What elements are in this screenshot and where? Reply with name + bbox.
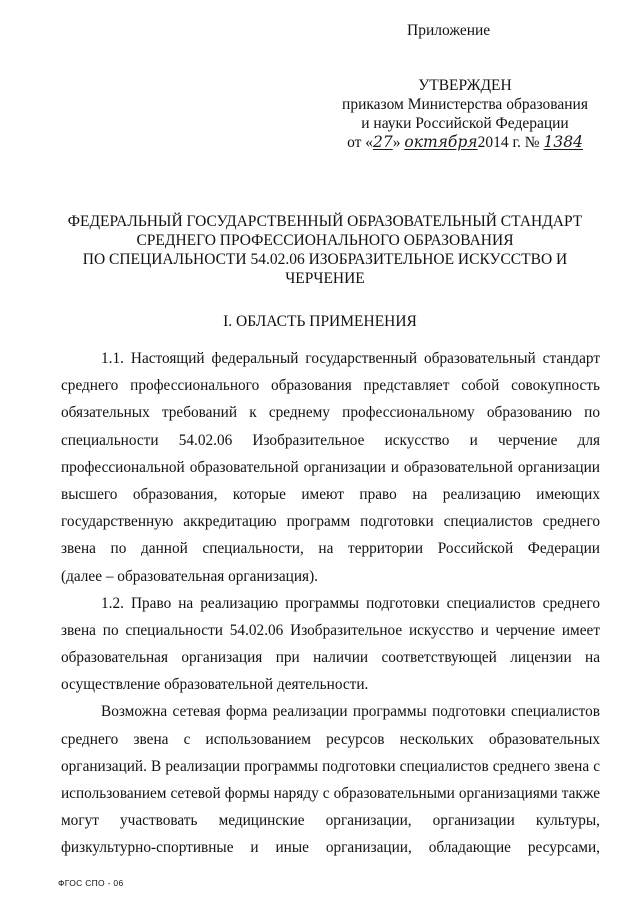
p1-line-1: 1.1. Настоящий федеральный государственный образовательный стандарт <box>101 350 600 367</box>
title-line-1: ФЕДЕРАЛЬНЫЙ ГОСУДАРСТВЕННЫЙ ОБРАЗОВАТЕЛЬНЫЙ СТАНДАРТ <box>67 213 583 230</box>
title-line-2: СРЕДНЕГО ПРОФЕССИОНАЛЬНОГО ОБРАЗОВАНИЯ <box>136 232 514 249</box>
p1-line-5: профессиональной образовательной организации и образовательной организации <box>61 458 600 476</box>
date-month-handwritten: октября <box>404 133 478 151</box>
p1-line-9: (далее – образовательная организация). <box>61 567 319 585</box>
order-number-handwritten: 1384 <box>543 133 583 151</box>
p3-line-6: физкультурно-спортивные и иные организации, обладающие ресурсами, <box>61 839 600 857</box>
p3-line-5: могут участвовать медицинские организации, организации культуры, <box>61 812 600 830</box>
order-date-line <box>330 133 600 152</box>
p1-line-4: специальности 54.02.06 Изобразительное искусство и черчение для <box>61 431 600 449</box>
body-text <box>61 345 600 862</box>
p3-line-4: использованием сетевой формы наряду с образовательными организациями также <box>61 785 600 802</box>
footer-code: ФГОС СПО - 06 <box>58 878 124 888</box>
order-line-1: приказом Министерства образования <box>342 96 588 113</box>
p3-line-3: организаций. В реализации программы подготовки специалистов среднего звена с <box>61 757 600 775</box>
appendix-label: Приложение <box>407 22 491 39</box>
date-day-handwritten: 27 <box>373 133 393 151</box>
date-prefix: от « <box>347 134 374 151</box>
p2-line-3: образовательная организация при наличии соответствующей лицензии на <box>61 649 600 667</box>
document-title <box>60 212 590 288</box>
p2-line-1: 1.2. Право на реализацию программы подготовки специалистов среднего <box>101 594 600 612</box>
p1-line-2: среднего профессионального образования представляет собой совокупность <box>61 377 600 395</box>
p1-line-8: звена по данной специальности, на территории Российской Федерации <box>61 540 600 558</box>
section-heading: I. ОБЛАСТЬ ПРИМЕНЕНИЯ <box>223 313 417 330</box>
approval-block <box>330 76 600 152</box>
date-year: 2014 г. № <box>477 134 540 151</box>
approved-label: УТВЕРЖДЕН <box>418 77 512 94</box>
date-separator: » <box>392 134 401 151</box>
p2-line-2: звена по специальности 54.02.06 Изобразительное искусство и черчение имеет <box>61 621 600 639</box>
title-line-3: ПО СПЕЦИАЛЬНОСТИ 54.02.06 ИЗОБРАЗИТЕЛЬНОЕ ИСКУССТВО И <box>82 251 568 268</box>
p3-line-2: среднего звена с использованием ресурсов нескольких образовательных <box>61 730 600 748</box>
p1-line-7: государственную аккредитацию программ подготовки специалистов среднего <box>61 513 600 531</box>
p1-line-6: высшего образования, которые имеют право на реализацию имеющих <box>61 485 600 503</box>
p1-line-3: обязательных требований к среднему профессиональному образованию по <box>61 404 600 422</box>
p2-line-4: осуществление образовательной деятельности. <box>61 676 369 694</box>
title-line-4: ЧЕРЧЕНИЕ <box>285 270 365 287</box>
order-line-2: и науки Российской Федерации <box>361 115 569 132</box>
p3-line-1: Возможна сетевая форма реализации программы подготовки специалистов <box>101 703 600 721</box>
